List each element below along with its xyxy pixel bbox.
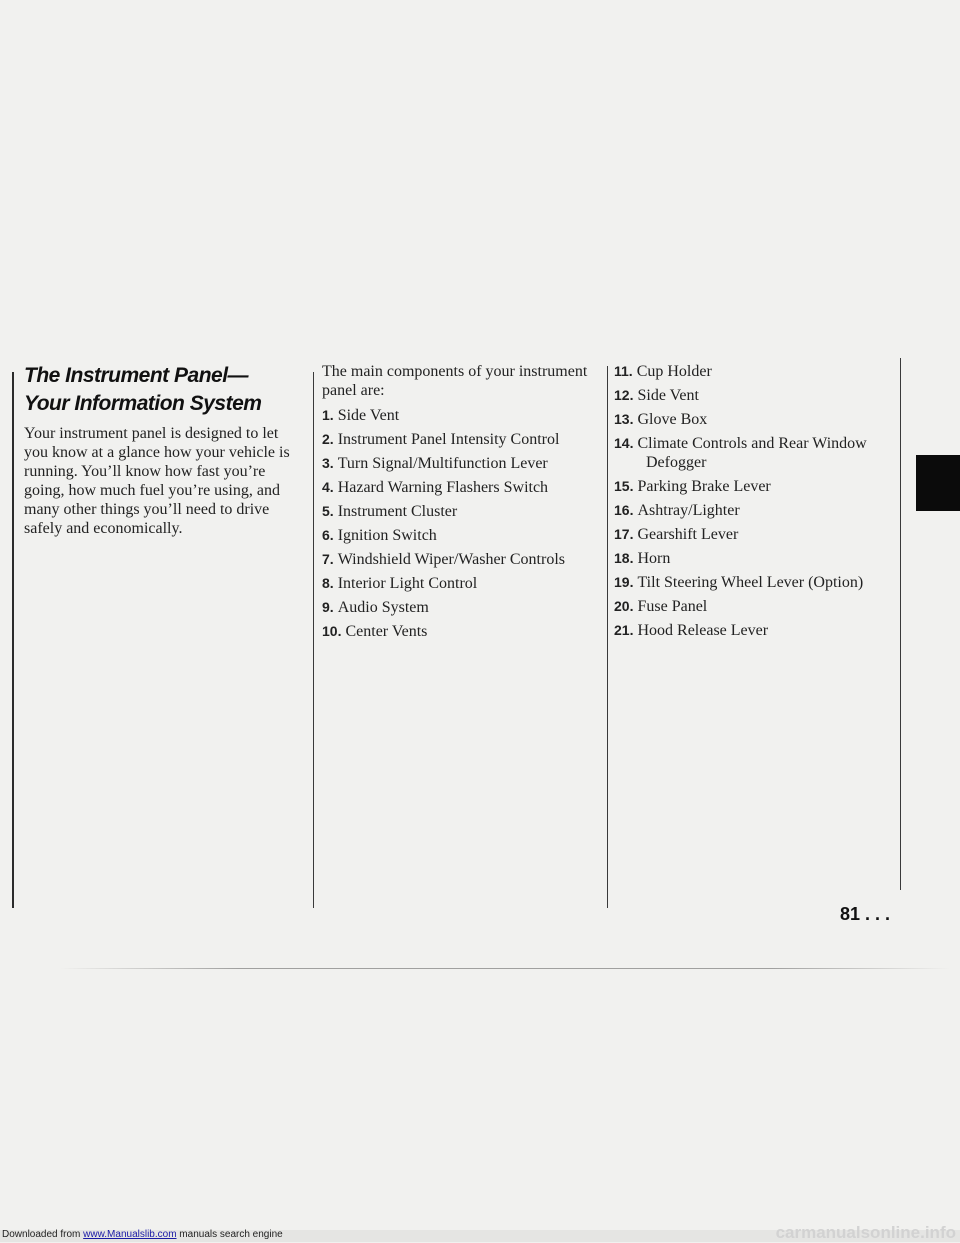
component-label: Fuse Panel xyxy=(637,598,708,615)
component-number: 20. xyxy=(614,598,634,614)
component-label: Hood Release Lever xyxy=(637,622,769,639)
component-number: 4. xyxy=(322,479,334,495)
manualslib-link[interactable]: www.Manualslib.com xyxy=(83,1229,177,1240)
component-item xyxy=(614,501,896,520)
component-item xyxy=(614,621,896,640)
components-column-1 xyxy=(322,362,600,646)
component-item xyxy=(614,477,896,496)
component-number: 17. xyxy=(614,526,634,542)
component-label: Climate Controls and Rear Window Defogger xyxy=(637,435,867,471)
component-label: Turn Signal/Multifunction Lever xyxy=(337,455,548,472)
component-number: 1. xyxy=(322,407,334,423)
component-number: 3. xyxy=(322,455,334,471)
component-item xyxy=(322,526,600,545)
component-item xyxy=(322,502,600,521)
component-number: 10. xyxy=(322,623,342,639)
download-footer xyxy=(2,1229,283,1240)
component-label: Ignition Switch xyxy=(337,527,437,544)
component-number: 6. xyxy=(322,527,334,543)
component-item xyxy=(614,386,896,405)
footer-prefix: Downloaded from xyxy=(2,1229,84,1240)
components-list-1 xyxy=(322,406,600,641)
component-item xyxy=(322,406,600,425)
component-number: 7. xyxy=(322,551,334,567)
components-intro: The main components of your instrument panel are: xyxy=(322,363,588,399)
component-item xyxy=(322,550,600,569)
component-item xyxy=(322,454,600,473)
component-label: Hazard Warning Flashers Switch xyxy=(337,479,549,496)
component-item xyxy=(614,525,896,544)
component-item xyxy=(614,362,896,381)
component-label: Cup Holder xyxy=(636,363,712,380)
component-label: Instrument Panel Intensity Control xyxy=(337,431,560,448)
component-item xyxy=(614,549,896,568)
component-number: 21. xyxy=(614,622,634,638)
component-number: 19. xyxy=(614,574,634,590)
component-number: 14. xyxy=(614,435,634,451)
component-item xyxy=(322,430,600,449)
component-item xyxy=(322,574,600,593)
column-divider xyxy=(607,366,608,908)
component-label: Tilt Steering Wheel Lever (Option) xyxy=(637,574,864,591)
component-label: Glove Box xyxy=(637,411,708,428)
component-label: Gearshift Lever xyxy=(637,526,739,543)
column-divider xyxy=(900,358,901,890)
footer-suffix: manuals search engine xyxy=(176,1229,283,1240)
component-item xyxy=(614,434,896,472)
component-label: Parking Brake Lever xyxy=(637,478,771,495)
component-label: Interior Light Control xyxy=(337,575,478,592)
section-heading-line-2: Your Information System xyxy=(24,392,262,415)
component-label: Center Vents xyxy=(345,623,428,640)
component-number: 9. xyxy=(322,599,334,615)
section-tab-marker xyxy=(916,455,960,511)
component-number: 11. xyxy=(614,363,633,379)
component-label: Horn xyxy=(637,550,671,567)
component-label: Audio System xyxy=(337,599,429,616)
component-number: 8. xyxy=(322,575,334,591)
page-number: 81 . . . xyxy=(840,904,891,924)
component-number: 5. xyxy=(322,503,334,519)
component-number: 12. xyxy=(614,387,634,403)
component-label: Ashtray/Lighter xyxy=(637,502,740,519)
section-start-rule xyxy=(12,372,14,908)
page-bottom-rule xyxy=(60,968,950,969)
components-list-2 xyxy=(614,362,896,640)
component-number: 13. xyxy=(614,411,634,427)
watermark: carmanualsonline.info xyxy=(775,1223,956,1242)
component-item xyxy=(322,478,600,497)
section-body: Your instrument panel is designed to let you know at a glance how your vehicle is running. You’ll know how fast you’re going, how much fuel you’re using, and many other things you’ll need to drive safely and economically. xyxy=(24,425,290,537)
components-column-2 xyxy=(614,362,896,645)
component-item xyxy=(322,598,600,617)
component-number: 18. xyxy=(614,550,634,566)
component-label: Windshield Wiper/Washer Controls xyxy=(337,551,565,568)
component-item xyxy=(614,410,896,429)
section-heading-line-1: The Instrument Panel— xyxy=(24,364,249,387)
intro-column xyxy=(24,362,302,538)
component-number: 16. xyxy=(614,502,634,518)
component-label: Instrument Cluster xyxy=(337,503,458,520)
component-item xyxy=(322,622,600,641)
component-label: Side Vent xyxy=(637,387,699,404)
section-heading xyxy=(24,362,302,418)
component-number: 15. xyxy=(614,478,634,494)
component-number: 2. xyxy=(322,431,334,447)
component-item xyxy=(614,597,896,616)
column-divider xyxy=(313,372,314,908)
component-item xyxy=(614,573,896,592)
component-label: Side Vent xyxy=(337,407,400,424)
